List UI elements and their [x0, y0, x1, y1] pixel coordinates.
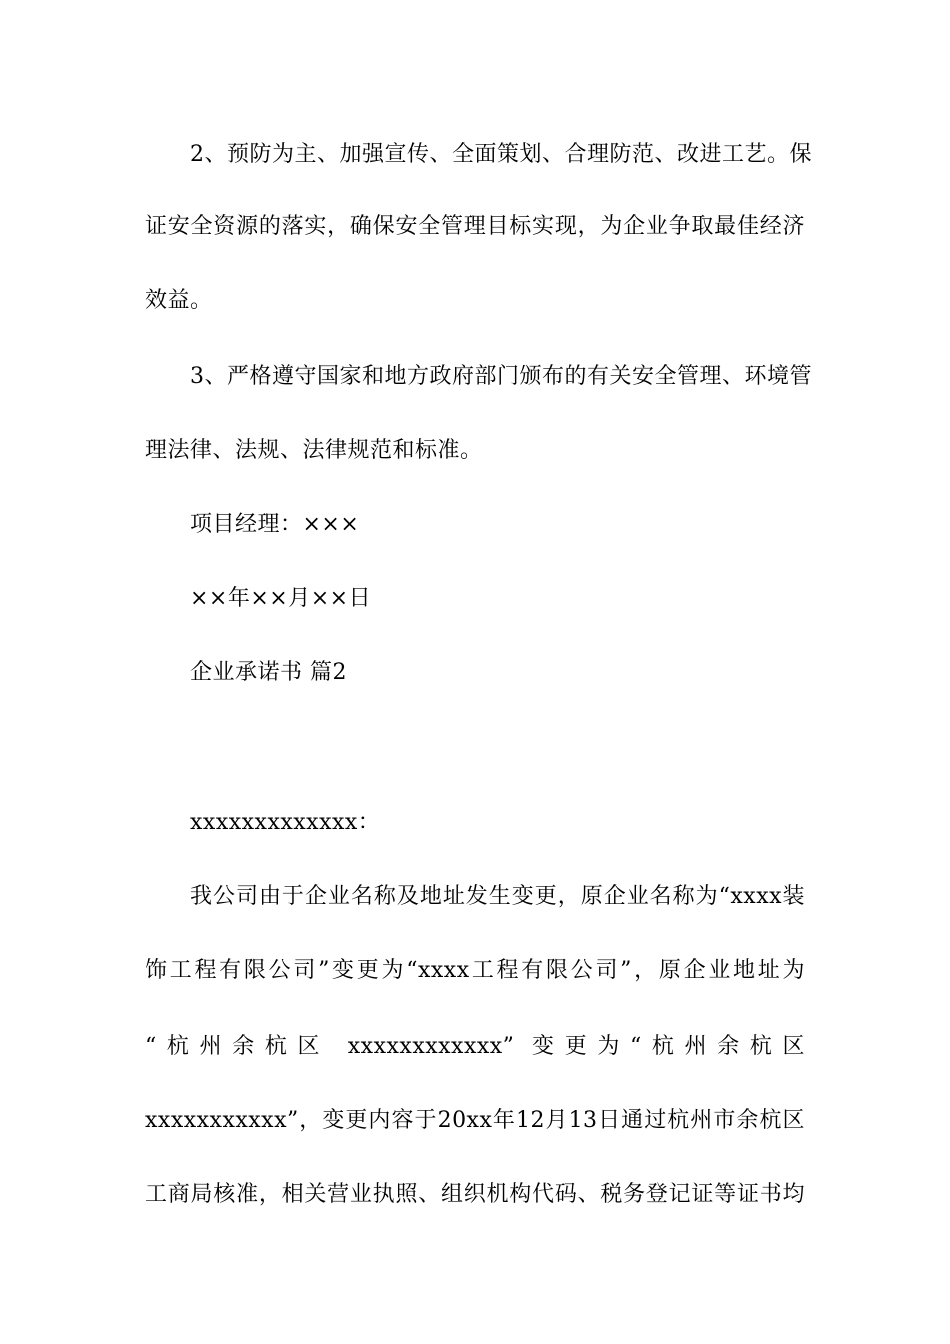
section-title: 企业承诺书 篇2 [190, 660, 347, 685]
paragraph-3-line-2: 理法律、法规、法律规范和标准。 [145, 438, 483, 463]
salutation: xxxxxxxxxxxxx： [190, 810, 381, 835]
signature-line: 项目经理：××× [190, 512, 360, 537]
body-line-3: “杭州余杭区 xxxxxxxxxxxx” 变更为“杭州余杭区 [145, 1034, 805, 1059]
paragraph-2-line-3: 效益。 [145, 288, 213, 313]
body-line-2: 饰工程有限公司”变更为“xxxx工程有限公司”，原企业地址为 [145, 958, 805, 983]
date-line: ××年××月××日 [190, 586, 372, 611]
body-line-5: 工商局核准，相关营业执照、组织机构代码、税务登记证等证书均 [145, 1182, 805, 1207]
body-line-4: xxxxxxxxxxx”，变更内容于20xx年12月13日通过杭州市余杭区 [145, 1108, 805, 1133]
paragraph-2-line-1: 2、预防为主、加强宣传、全面策划、合理防范、改进工艺。保 [190, 142, 812, 167]
paragraph-2-line-2: 证安全资源的落实，确保安全管理目标实现，为企业争取最佳经济 [145, 214, 805, 239]
paragraph-3-line-1: 3、严格遵守国家和地方政府部门颁布的有关安全管理、环境管 [190, 364, 812, 389]
body-line-1: 我公司由于企业名称及地址发生变更，原企业名称为“xxxx装 [190, 884, 805, 909]
